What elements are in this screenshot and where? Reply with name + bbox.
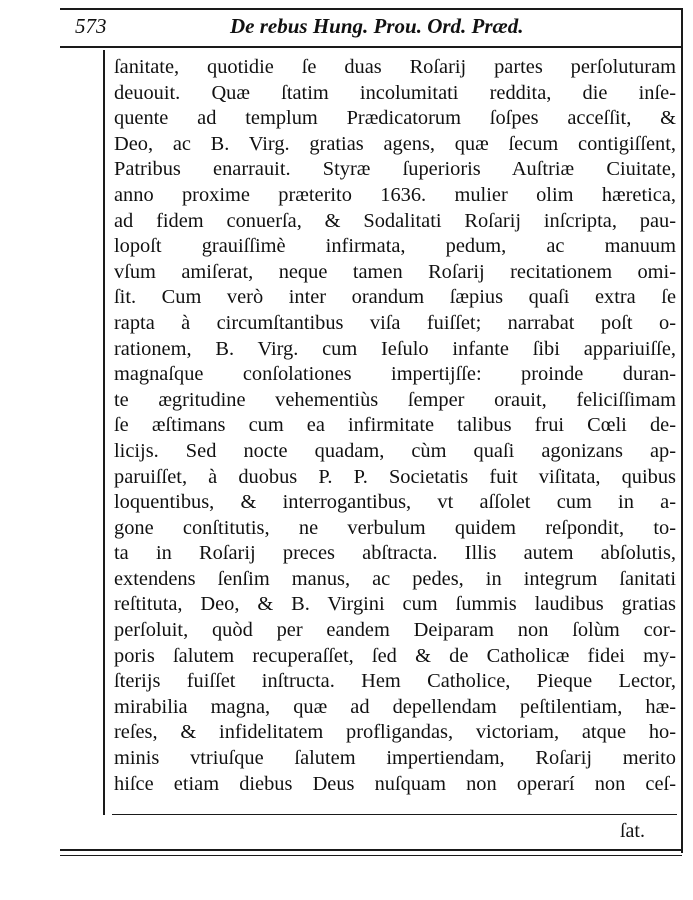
text-line: ſe æſtimans cum ea infirmitate talibus frui Cœli de- (114, 414, 676, 437)
footer-rule (60, 849, 682, 851)
text-line: anno proxime præterito 1636. mulier olim hæretica, (114, 183, 676, 206)
body-text (114, 55, 676, 797)
text-line: licijs. Sed nocte quadam, cùm quaſi agonizans ap- (114, 439, 676, 462)
text-line: quente ad templum Prædicatorum ſoſpes acceſſit, & (114, 107, 676, 130)
text-line: mirabilia magna, quæ ad depellendam peſtilentiam, hæ- (114, 695, 676, 718)
text-line: loquentibus, & interrogantibus, vt aſſolet cum in a- (114, 491, 676, 514)
text-line: rationem, B. Virg. cum Ieſulo infante ſibi appariuiſſe, (114, 337, 676, 360)
page-number: 573 (75, 14, 107, 38)
running-head: De rebus Hung. Prou. Ord. Præd. (230, 14, 524, 38)
header-top-rule (60, 8, 682, 10)
text-line: poris ſalutem recuperaſſet, ſed & de Catholicæ fidei my- (114, 644, 676, 667)
text-line: Deo, ac B. Virg. gratias agens, quæ ſecum contigiſſent, (114, 132, 676, 155)
text-line: deuouit. Quæ ſtatim incolumitati reddita, die inſe- (114, 81, 676, 104)
header-bottom-rule (60, 46, 682, 48)
text-line: paruiſſet, à duobus P. P. Societatis fuit viſitata, quibus (114, 465, 676, 488)
text-line: rapta à circumſtantibus viſa fuiſſet; narrabat poſt o- (114, 311, 676, 334)
text-line: ſit. Cum verò inter orandum ſæpius quaſi extra ſe (114, 286, 676, 309)
text-line: gone conſtitutis, ne verbulum quidem reſpondit, to- (114, 516, 676, 539)
text-line: ta in Roſarij preces abſtracta. Illis autem abſolutis, (114, 542, 676, 565)
text-line: lopoſt grauiſſimè infirmata, pedum, ac manuum (114, 235, 676, 258)
text-bottom-rule (112, 814, 677, 815)
text-line: extendens ſenſim manus, ac pedes, in integrum ſanitati (114, 567, 676, 590)
text-line: hiſce etiam diebus Deus nuſquam non operarí non ceſ- (114, 772, 676, 795)
text-line: ſterijs fuiſſet inſtructa. Hem Catholice, Pieque Lector, (114, 670, 676, 693)
text-line: minis vtriuſque ſalutem impertiendam, Roſarij merito (114, 747, 676, 770)
catchword: ſat. (620, 820, 645, 842)
footer-rule-thin (60, 855, 682, 856)
text-line: perſoluit, quòd per eandem Deiparam non ſolùm cor- (114, 619, 676, 642)
text-line: vſum amiſerat, neque tamen Roſarij recitationem omi- (114, 260, 676, 283)
text-line: Patribus enarrauit. Styræ ſuperioris Auſtriæ Ciuitate, (114, 158, 676, 181)
text-line: ad fidem conuerſa, & Sodalitati Roſarij inſcripta, pau- (114, 209, 676, 232)
text-line: ſanitate, quotidie ſe duas Roſarij partes perſoluturam (114, 56, 676, 78)
text-line: magnaſque conſolationes impertijſſe: proinde duran- (114, 363, 676, 386)
text-line: reſtituta, Deo, & B. Virgini cum ſummis laudibus gratias (114, 593, 676, 616)
text-line: reſes, & infidelitatem profligandas, victoriam, atque ho- (114, 721, 676, 744)
text-line: te ægritudine vehementiùs ſemper orauit, feliciſſimam (114, 388, 676, 411)
left-margin-rule (103, 50, 105, 815)
right-frame-rule (681, 8, 683, 853)
